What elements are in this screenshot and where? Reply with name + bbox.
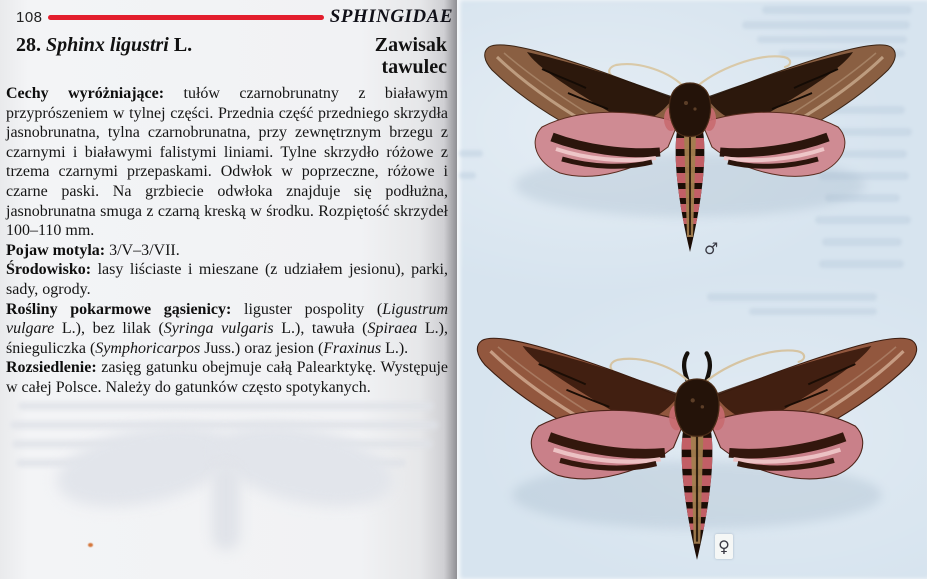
page-header	[16, 5, 453, 29]
foodplant-latin-name: Spiraea	[367, 320, 418, 338]
foodplants-label: Rośliny pokarmowe gąsienicy:	[6, 300, 232, 318]
female-left-wings	[477, 338, 684, 479]
moth-specimens-illustration	[457, 0, 927, 579]
features-paragraph	[6, 84, 448, 241]
features-text: tułów czarnobrunatny z białawym przyprószeniem w tylnej części. Przednia część przedniego skrzydła jasnobrunatna, tylna czarnobrunatna, przy zewnętrznym brzegu z czarnymi i białawymi falistymi liniami. Tylne skrzydło różowe z trzema czarnymi przepaskami. Odwłok w poprzeczne, różowe i czarne paski. Na grzbiecie odwłoka znajduje się podłużna, jasnobrunatna smuga z czarną kreską w środku. Rozpiętość skrzydeł 100–110 mm.	[6, 85, 448, 240]
female-right-wings	[710, 338, 917, 479]
specimen-photo-panel	[457, 0, 927, 579]
paper-speck	[88, 543, 93, 547]
species-description	[6, 84, 448, 398]
female-sex-label-chip	[715, 534, 733, 559]
foodplants-text: L.), tawuła (	[273, 320, 368, 338]
distribution-paragraph	[6, 358, 448, 397]
polish-name-line1: Zawisak	[374, 34, 447, 56]
foodplants-text: L.), bez lilak (	[54, 320, 164, 338]
features-label: Cechy wyróżniające:	[6, 85, 165, 102]
polish-name-line2: tawulec	[381, 56, 447, 78]
foodplants-text: L.).	[381, 339, 409, 357]
foodplant-latin-name: Symphoricarpos	[95, 339, 201, 357]
text-page	[0, 0, 457, 579]
female-sex-symbol: ♀	[718, 536, 730, 556]
male-right-wings	[702, 45, 895, 176]
header-rule	[48, 15, 324, 20]
habitat-text: lasy liściaste i mieszane (z udziałem jesionu), parki, sady, ogrody.	[6, 261, 449, 298]
male-moth-photo	[485, 45, 896, 252]
species-heading	[16, 34, 192, 78]
foodplants-text: liguster pospolity (	[244, 300, 383, 318]
distribution-label: Rozsiedlenie:	[6, 359, 97, 377]
male-sex-symbol: ♂	[704, 239, 719, 258]
habitat-label: Środowisko:	[6, 261, 92, 279]
foodplant-latin-name: Ligustrum vulgare	[6, 300, 449, 338]
family-title: SPHINGIDAE	[329, 6, 453, 27]
page-number: 108	[16, 8, 43, 26]
flight-paragraph	[6, 241, 448, 261]
flight-label: Pojaw motyla:	[6, 241, 106, 259]
ghost-text-row	[18, 402, 433, 410]
foodplant-latin-name: Syringa vulgaris	[163, 320, 274, 338]
foodplants-paragraph	[6, 300, 448, 359]
ghost-text-row	[10, 421, 438, 429]
species-latin-name: Sphinx ligustri	[46, 34, 169, 56]
species-author: L.	[173, 34, 193, 56]
polish-name	[375, 34, 447, 78]
species-index: 28.	[16, 34, 41, 56]
distribution-text: zasięg gatunku obejmuje całą Palearktykę. Występuje w całej Polsce. Należy do gatunków często spotykanych.	[6, 359, 448, 396]
flight-text: 3/V–3/VII.	[109, 241, 180, 259]
foodplants-text: L.), śnieguliczka (	[6, 320, 449, 357]
female-moth-photo	[477, 338, 916, 560]
male-left-wings	[485, 45, 678, 176]
foodplant-latin-name: Fraxinus	[323, 339, 382, 357]
species-heading-row	[16, 34, 447, 78]
ghost-moth-body	[212, 465, 240, 550]
habitat-paragraph	[6, 260, 448, 299]
foodplants-text: Juss.) oraz jesion (	[200, 339, 324, 357]
